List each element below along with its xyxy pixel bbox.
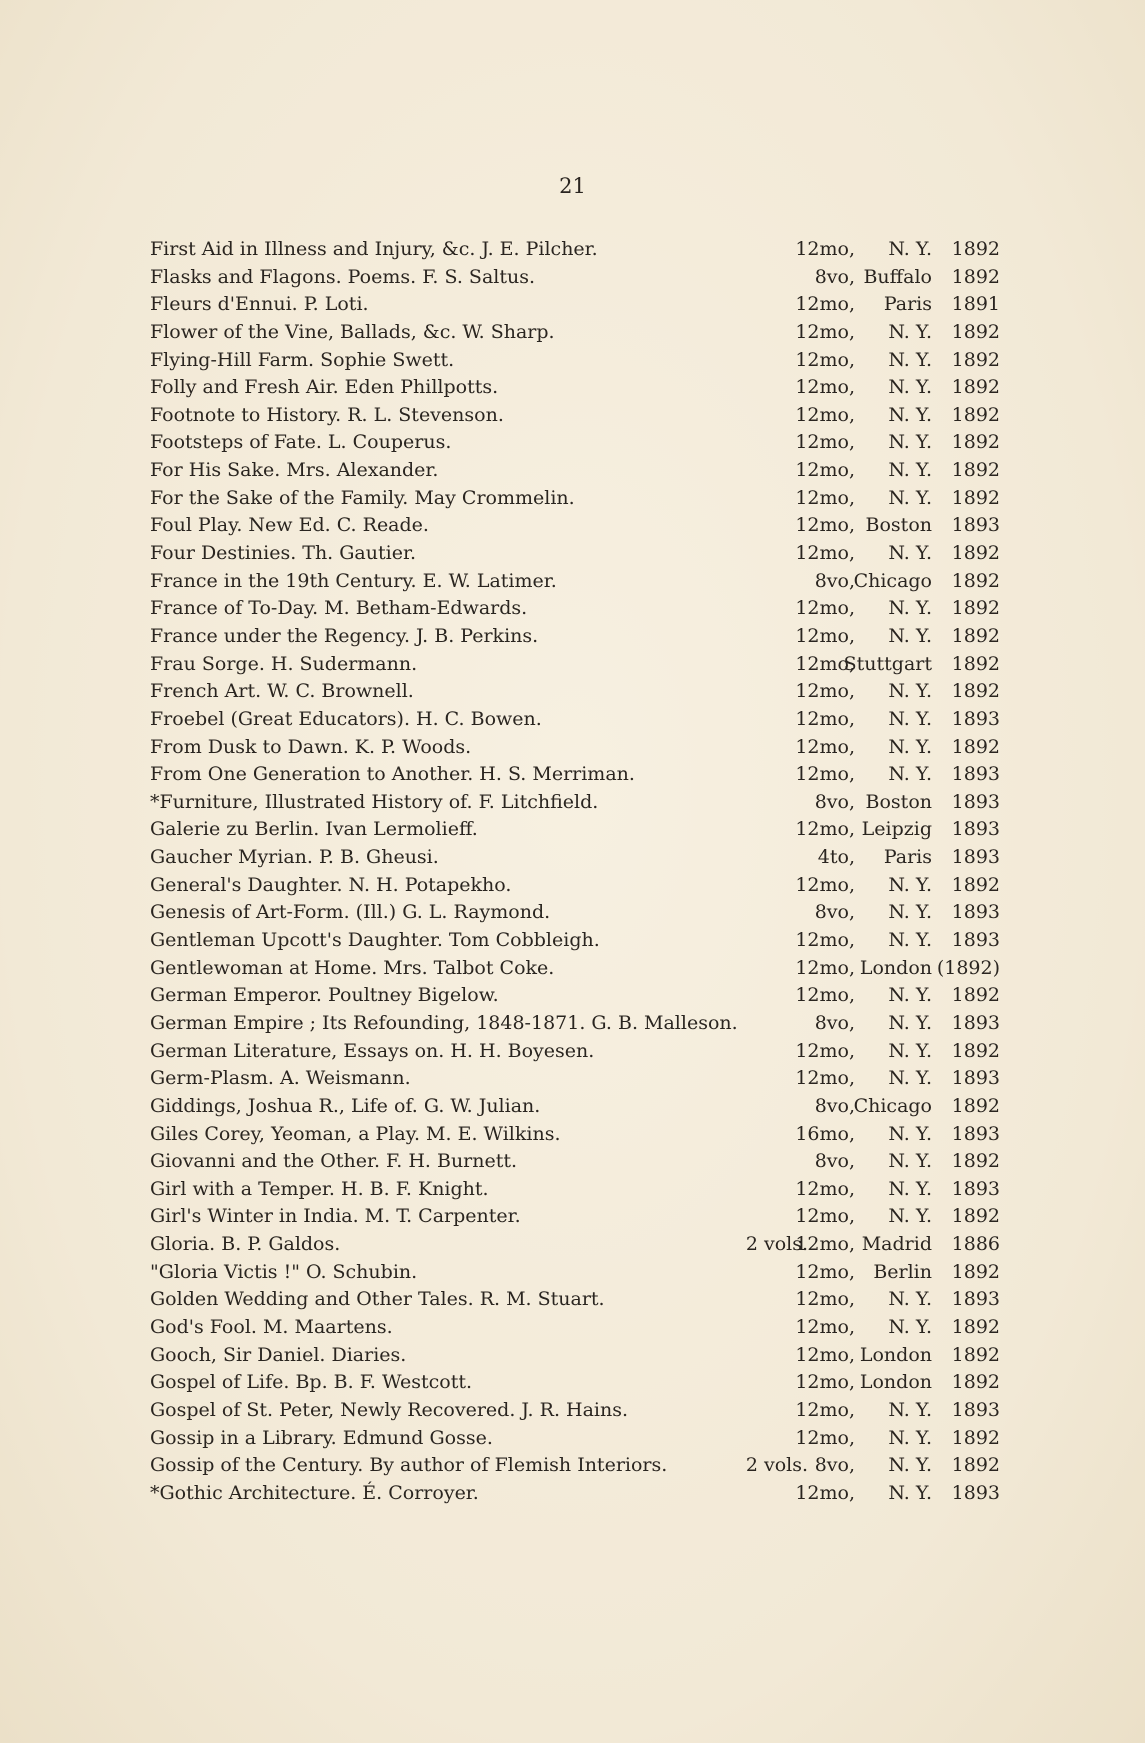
entry-year: 1893 bbox=[951, 1398, 1000, 1421]
entry-year: 1892 bbox=[951, 238, 1000, 260]
entry-title: For His Sake. Mrs. Alexander. bbox=[150, 459, 439, 482]
entry-year: 1893 bbox=[951, 1481, 1000, 1504]
entry-format: 12mo, bbox=[795, 956, 855, 979]
entry-title: Galerie zu Berlin. Ivan Lermolieff. bbox=[150, 818, 478, 841]
entry-title: France under the Regency. J. B. Perkins. bbox=[150, 624, 539, 647]
entry-place: N. Y. bbox=[888, 1481, 932, 1504]
entry-format: 12mo, bbox=[795, 763, 855, 786]
entry-title: German Empire ; Its Refounding, 1848-1871. G. B. Malleson. bbox=[150, 1011, 738, 1034]
entry-title: Froebel (Great Educators). H. C. Bowen. bbox=[150, 707, 542, 730]
entry-year: 1892 bbox=[951, 486, 1000, 509]
entry-place: N. Y. bbox=[888, 1205, 932, 1228]
entry-year: 1892 bbox=[951, 376, 1000, 399]
entry-title: Gloria. B. P. Galdos. bbox=[150, 1233, 341, 1256]
entry-place: N. Y. bbox=[888, 1315, 932, 1338]
entry-place: N. Y. bbox=[888, 1067, 932, 1090]
list-item bbox=[150, 872, 1000, 900]
entry-volumes: 2 vols. bbox=[745, 1454, 808, 1477]
entry-format: 8vo, bbox=[814, 569, 855, 592]
list-item bbox=[150, 982, 1000, 1010]
entry-title: From Dusk to Dawn. K. P. Woods. bbox=[150, 735, 472, 758]
entry-year: 1886 bbox=[951, 1233, 1000, 1256]
entry-year: 1892 bbox=[951, 403, 1000, 426]
entry-title: Fleurs d'Ennui. P. Loti. bbox=[150, 293, 369, 316]
entry-place: Boston bbox=[865, 790, 932, 813]
entry-place: N. Y. bbox=[888, 1150, 932, 1173]
list-item bbox=[150, 457, 1000, 485]
entry-year: 1892 bbox=[951, 1039, 1000, 1062]
entry-format: 4to, bbox=[817, 846, 855, 869]
list-item bbox=[150, 789, 1000, 817]
list-item bbox=[150, 678, 1000, 706]
list-item bbox=[150, 291, 1000, 319]
entry-place: N. Y. bbox=[888, 320, 932, 343]
entry-year: 1892 bbox=[951, 873, 1000, 896]
entry-format: 12mo, bbox=[795, 514, 855, 537]
entry-year: 1892 bbox=[951, 265, 1000, 288]
entry-format: 12mo, bbox=[795, 624, 855, 647]
entry-format: 12mo, bbox=[795, 1398, 855, 1421]
entry-year: 1893 bbox=[951, 1067, 1000, 1090]
entry-format: 12mo, bbox=[795, 597, 855, 620]
entry-place: N. Y. bbox=[888, 1011, 932, 1034]
list-item bbox=[150, 485, 1000, 513]
entry-place: Madrid bbox=[861, 1233, 932, 1256]
entry-format: 12mo, bbox=[795, 293, 855, 316]
entry-title: From One Generation to Another. H. S. Merriman. bbox=[150, 763, 635, 786]
list-item bbox=[150, 1203, 1000, 1231]
entry-format: 12mo, bbox=[795, 1481, 855, 1504]
entry-year: 1893 bbox=[951, 763, 1000, 786]
entry-year: 1892 bbox=[951, 431, 1000, 454]
entry-year: 1892 bbox=[951, 680, 1000, 703]
list-item bbox=[150, 1176, 1000, 1204]
entry-format: 12mo, bbox=[795, 1260, 855, 1283]
entry-title: German Emperor. Poultney Bigelow. bbox=[150, 984, 499, 1007]
entry-format: 12mo, bbox=[795, 459, 855, 482]
entry-title: Four Destinies. Th. Gautier. bbox=[150, 542, 416, 565]
entry-year: 1892 bbox=[951, 1315, 1000, 1338]
entry-format: 12mo, bbox=[795, 1315, 855, 1338]
entry-format: 12mo, bbox=[795, 707, 855, 730]
entry-title: "Gloria Victis !" O. Schubin. bbox=[150, 1260, 418, 1283]
entry-year: 1892 bbox=[951, 569, 1000, 592]
entry-title: France of To-Day. M. Betham-Edwards. bbox=[150, 597, 528, 620]
list-item bbox=[150, 347, 1000, 375]
list-item bbox=[150, 1038, 1000, 1066]
entry-place: London bbox=[859, 1371, 932, 1394]
entry-format: 8vo, bbox=[814, 1094, 855, 1117]
entry-title: Gospel of Life. Bp. B. F. Westcott. bbox=[150, 1371, 472, 1394]
entry-place: N. Y. bbox=[888, 1288, 932, 1311]
entry-place: N. Y. bbox=[888, 376, 932, 399]
list-item bbox=[150, 927, 1000, 955]
list-item bbox=[150, 1397, 1000, 1425]
list-item bbox=[150, 1314, 1000, 1342]
entry-place: Stuttgart bbox=[843, 652, 932, 675]
entry-format: 12mo, bbox=[795, 1039, 855, 1062]
entry-title: Gossip in a Library. Edmund Gosse. bbox=[150, 1426, 493, 1449]
entry-format: 8vo, bbox=[814, 1150, 855, 1173]
entry-year: 1892 bbox=[951, 348, 1000, 371]
entry-format: 8vo, bbox=[814, 901, 855, 924]
entry-format: 12mo, bbox=[795, 735, 855, 758]
entry-year: 1892 bbox=[951, 1454, 1000, 1477]
list-item bbox=[150, 374, 1000, 402]
entry-format: 12mo, bbox=[795, 1343, 855, 1366]
entry-format: 12mo, bbox=[795, 238, 855, 260]
entry-place: N. Y. bbox=[888, 348, 932, 371]
entry-place: N. Y. bbox=[888, 929, 932, 952]
entry-format: 12mo, bbox=[795, 1371, 855, 1394]
entry-format: 12mo, bbox=[795, 1288, 855, 1311]
list-item bbox=[150, 1452, 1000, 1480]
list-item bbox=[150, 1480, 1000, 1508]
entry-format: 12mo, bbox=[795, 873, 855, 896]
entry-title: General's Daughter. N. H. Potapekho. bbox=[150, 873, 512, 896]
entry-title: Girl with a Temper. H. B. F. Knight. bbox=[150, 1177, 489, 1200]
list-item bbox=[150, 1148, 1000, 1176]
entry-title: French Art. W. C. Brownell. bbox=[150, 680, 414, 703]
entry-format: 12mo, bbox=[795, 542, 855, 565]
list-item bbox=[150, 734, 1000, 762]
entry-place: Boston bbox=[865, 514, 932, 537]
entry-place: Berlin bbox=[873, 1260, 932, 1283]
entry-title: Flasks and Flagons. Poems. F. S. Saltus. bbox=[150, 265, 536, 288]
entry-year: 1893 bbox=[951, 707, 1000, 730]
entry-year: 1892 bbox=[951, 1371, 1000, 1394]
page-number: 21 bbox=[559, 174, 586, 198]
entry-title: Gossip of the Century. By author of Flemish Interiors. bbox=[150, 1454, 668, 1477]
entry-title: Gaucher Myrian. P. B. Gheusi. bbox=[150, 846, 439, 869]
entry-year: 1892 bbox=[951, 735, 1000, 758]
entry-place: Chicago bbox=[853, 1094, 932, 1117]
entry-format: 12mo, bbox=[795, 1205, 855, 1228]
entry-title: First Aid in Illness and Injury, &c. J. E. Pilcher. bbox=[150, 238, 598, 260]
entry-year: 1892 bbox=[951, 597, 1000, 620]
entry-place: N. Y. bbox=[888, 984, 932, 1007]
entry-year: 1892 bbox=[951, 1343, 1000, 1366]
entry-year: 1892 bbox=[951, 320, 1000, 343]
entry-place: Paris bbox=[883, 846, 932, 869]
entry-place: N. Y. bbox=[888, 1426, 932, 1449]
entry-format: 12mo, bbox=[795, 680, 855, 703]
list-item bbox=[150, 1121, 1000, 1149]
entry-title: For the Sake of the Family. May Crommelin. bbox=[150, 486, 575, 509]
entry-place: N. Y. bbox=[888, 1039, 932, 1062]
entry-year: 1893 bbox=[951, 929, 1000, 952]
entry-title: Flying-Hill Farm. Sophie Swett. bbox=[150, 348, 455, 371]
list-item bbox=[150, 1010, 1000, 1038]
entry-format: 8vo, bbox=[814, 265, 855, 288]
entry-title: Girl's Winter in India. M. T. Carpenter. bbox=[150, 1205, 521, 1228]
list-item bbox=[150, 761, 1000, 789]
bibliography-list bbox=[150, 236, 1000, 1507]
list-item bbox=[150, 651, 1000, 679]
entry-year: 1893 bbox=[951, 1288, 1000, 1311]
entry-format: 12mo, bbox=[795, 984, 855, 1007]
entry-format: 16mo, bbox=[795, 1122, 855, 1145]
entry-year: 1892 bbox=[951, 459, 1000, 482]
entry-place: N. Y. bbox=[888, 1122, 932, 1145]
entry-place: N. Y. bbox=[888, 624, 932, 647]
entry-title: Genesis of Art-Form. (Ill.) G. L. Raymond. bbox=[150, 901, 551, 924]
entry-format: 12mo, bbox=[795, 486, 855, 509]
entry-year: 1892 bbox=[951, 1150, 1000, 1173]
entry-place: N. Y. bbox=[888, 459, 932, 482]
entry-format: 8vo, bbox=[814, 1011, 855, 1034]
entry-place: London bbox=[859, 1343, 932, 1366]
entry-format: 12mo, bbox=[795, 652, 855, 675]
entry-place: N. Y. bbox=[888, 1454, 932, 1477]
list-item bbox=[150, 844, 1000, 872]
entry-place: N. Y. bbox=[888, 735, 932, 758]
entry-place: N. Y. bbox=[888, 680, 932, 703]
entry-place: Chicago bbox=[853, 569, 932, 592]
entry-title: Footsteps of Fate. L. Couperus. bbox=[150, 431, 452, 454]
entry-format: 12mo, bbox=[795, 348, 855, 371]
entry-year: 1893 bbox=[951, 901, 1000, 924]
entry-format: 12mo, bbox=[795, 431, 855, 454]
entry-year: 1893 bbox=[951, 846, 1000, 869]
entry-place: N. Y. bbox=[888, 1177, 932, 1200]
entry-year: 1892 bbox=[951, 652, 1000, 675]
entry-place: London bbox=[859, 956, 932, 979]
list-item bbox=[150, 816, 1000, 844]
entry-place: N. Y. bbox=[888, 763, 932, 786]
entry-format: 12mo, bbox=[795, 818, 855, 841]
entry-title: *Gothic Architecture. É. Corroyer. bbox=[150, 1481, 479, 1504]
entry-title: Folly and Fresh Air. Eden Phillpotts. bbox=[150, 376, 499, 399]
list-item bbox=[150, 1342, 1000, 1370]
entry-title: German Literature, Essays on. H. H. Boyesen. bbox=[150, 1039, 595, 1062]
entry-title: France in the 19th Century. E. W. Latimer. bbox=[150, 569, 557, 592]
entry-year: 1893 bbox=[951, 790, 1000, 813]
entry-title: Foul Play. New Ed. C. Reade. bbox=[150, 514, 429, 537]
list-item bbox=[150, 595, 1000, 623]
entry-format: 12mo, bbox=[795, 1067, 855, 1090]
entry-year: 1893 bbox=[951, 514, 1000, 537]
entry-title: Footnote to History. R. L. Stevenson. bbox=[150, 403, 504, 426]
list-item bbox=[150, 236, 1000, 264]
list-item bbox=[150, 540, 1000, 568]
entry-format: 8vo, bbox=[814, 790, 855, 813]
entry-place: N. Y. bbox=[888, 901, 932, 924]
list-item bbox=[150, 623, 1000, 651]
entry-year: 1892 bbox=[951, 624, 1000, 647]
entry-title: Gentleman Upcott's Daughter. Tom Cobbleigh. bbox=[150, 929, 600, 952]
entry-year: 1892 bbox=[951, 1094, 1000, 1117]
entry-year: 1892 bbox=[951, 1426, 1000, 1449]
entry-format: 12mo, bbox=[795, 320, 855, 343]
entry-year: 1892 bbox=[951, 1205, 1000, 1228]
entry-year: 1892 bbox=[951, 542, 1000, 565]
entry-format: 12mo, bbox=[795, 403, 855, 426]
list-item bbox=[150, 1369, 1000, 1397]
entry-title: *Furniture, Illustrated History of. F. Litchfield. bbox=[150, 790, 599, 813]
list-item bbox=[150, 429, 1000, 457]
entry-title: Giles Corey, Yeoman, a Play. M. E. Wilkins. bbox=[150, 1122, 561, 1145]
entry-title: God's Fool. M. Maartens. bbox=[150, 1315, 393, 1338]
list-item bbox=[150, 706, 1000, 734]
entry-place: N. Y. bbox=[888, 597, 932, 620]
list-item bbox=[150, 899, 1000, 927]
entry-place: N. Y. bbox=[888, 403, 932, 426]
entry-year: 1891 bbox=[951, 293, 1000, 316]
entry-place: Leipzig bbox=[861, 818, 932, 841]
list-item bbox=[150, 264, 1000, 292]
entry-title: Flower of the Vine, Ballads, &c. W. Sharp. bbox=[150, 320, 555, 343]
entry-year: 1893 bbox=[951, 1177, 1000, 1200]
entry-year: 1892 bbox=[951, 1260, 1000, 1283]
entry-volumes: 2 vols. bbox=[745, 1233, 808, 1256]
entry-title: Giovanni and the Other. F. H. Burnett. bbox=[150, 1150, 518, 1173]
entry-title: Germ-Plasm. A. Weismann. bbox=[150, 1067, 411, 1090]
list-item bbox=[150, 1065, 1000, 1093]
entry-format: 8vo, bbox=[814, 1454, 855, 1477]
list-item bbox=[150, 1231, 1000, 1259]
entry-year: 1893 bbox=[951, 1011, 1000, 1034]
entry-title: Gooch, Sir Daniel. Diaries. bbox=[150, 1343, 407, 1366]
entry-format: 12mo, bbox=[795, 1177, 855, 1200]
entry-year: 1893 bbox=[951, 1122, 1000, 1145]
list-item bbox=[150, 1286, 1000, 1314]
entry-place: N. Y. bbox=[888, 873, 932, 896]
list-item bbox=[150, 1259, 1000, 1287]
entry-place: N. Y. bbox=[888, 707, 932, 730]
entry-place: N. Y. bbox=[888, 238, 932, 260]
entry-title: Gentlewoman at Home. Mrs. Talbot Coke. bbox=[150, 956, 555, 979]
list-item bbox=[150, 568, 1000, 596]
list-item bbox=[150, 1425, 1000, 1453]
entry-format: 12mo, bbox=[795, 1233, 855, 1256]
list-item bbox=[150, 955, 1000, 983]
list-item bbox=[150, 512, 1000, 540]
list-item bbox=[150, 1093, 1000, 1121]
entry-year: 1892 bbox=[951, 984, 1000, 1007]
list-item bbox=[150, 319, 1000, 347]
entry-place: N. Y. bbox=[888, 486, 932, 509]
entry-format: 12mo, bbox=[795, 1426, 855, 1449]
entry-format: 12mo, bbox=[795, 929, 855, 952]
entry-title: Frau Sorge. H. Sudermann. bbox=[150, 652, 418, 675]
entry-place: Buffalo bbox=[863, 265, 932, 288]
entry-place: N. Y. bbox=[888, 1398, 932, 1421]
entry-format: 12mo, bbox=[795, 376, 855, 399]
entry-year: (1892) bbox=[936, 956, 1000, 979]
entry-title: Giddings, Joshua R., Life of. G. W. Julian. bbox=[150, 1094, 541, 1117]
entry-place: N. Y. bbox=[888, 542, 932, 565]
list-item bbox=[150, 402, 1000, 430]
entry-place: N. Y. bbox=[888, 431, 932, 454]
entry-title: Golden Wedding and Other Tales. R. M. Stuart. bbox=[150, 1288, 605, 1311]
entry-title: Gospel of St. Peter, Newly Recovered. J. R. Hains. bbox=[150, 1398, 629, 1421]
entry-year: 1893 bbox=[951, 818, 1000, 841]
entry-place: Paris bbox=[883, 293, 932, 316]
